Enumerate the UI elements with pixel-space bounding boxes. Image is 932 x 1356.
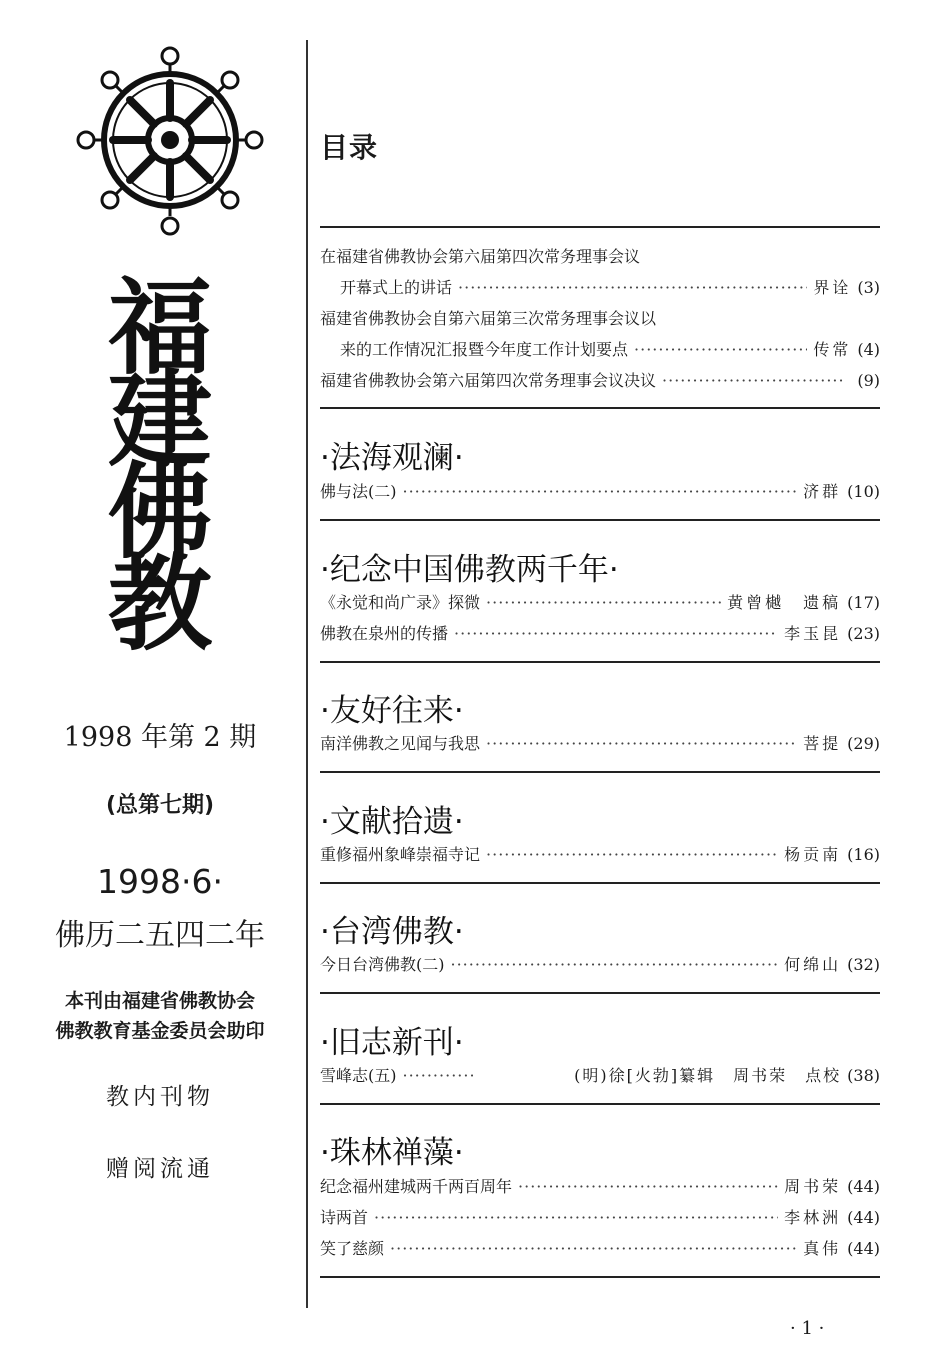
- toc-entry: [340, 339, 880, 361]
- rule: [320, 519, 880, 521]
- entry-page: (23): [847, 624, 880, 643]
- toc-entry: [320, 1207, 880, 1229]
- section-heading: ·珠林禅藻·: [320, 1135, 464, 1171]
- leader-dots: [662, 370, 845, 392]
- section-heading: ·纪念中国佛教两千年·: [320, 552, 619, 588]
- entry-title: 《永觉和尚广录》探微: [320, 593, 481, 612]
- leader-dots: [403, 1065, 473, 1087]
- buddhist-year: 佛历二五四二年: [55, 918, 265, 953]
- entry-page: (29): [847, 734, 880, 753]
- section-heading: ·友好往来·: [320, 693, 464, 729]
- sponsor-line-1: 本刊由福建省佛教协会: [64, 990, 255, 1012]
- entry-page: (3): [857, 278, 880, 297]
- title-char: 教: [107, 542, 212, 665]
- entry-title: 佛教在泉州的传播: [320, 624, 449, 643]
- rule: [320, 226, 880, 228]
- entry-author: 传常: [813, 340, 852, 359]
- entry-page: (4): [857, 340, 880, 359]
- entry-page: (44): [847, 1239, 880, 1258]
- toc-entry: [320, 1238, 880, 1260]
- toc-entry: [320, 1065, 880, 1087]
- issue-date: 1998·6·: [97, 862, 223, 901]
- dharma-wheel-icon: [70, 40, 270, 245]
- entry-title: 佛与法(二): [320, 482, 397, 501]
- leader-dots: [486, 592, 721, 614]
- rule: [320, 407, 880, 409]
- entry-title: 重修福州象峰崇福寺记: [320, 845, 481, 864]
- entry-title: 来的工作情况汇报暨今年度工作计划要点: [340, 340, 629, 359]
- rule: [320, 1276, 880, 1278]
- toc-entry: [320, 623, 880, 645]
- toc-entry: [320, 954, 880, 976]
- section-heading: ·法海观澜·: [320, 440, 464, 476]
- toc-entry: [320, 246, 880, 268]
- entry-page: (44): [847, 1208, 880, 1227]
- toc-entry: [320, 733, 880, 755]
- leader-dots: [458, 277, 807, 299]
- entry-page: (44): [847, 1177, 880, 1196]
- entry-author: 李玉昆: [784, 624, 842, 643]
- entry-page: (32): [847, 955, 880, 974]
- entry-title: 福建省佛教协会自第六届第三次常务理事会议以: [320, 309, 657, 328]
- toc-entry: [320, 308, 880, 330]
- entry-author: 何绵山: [784, 955, 842, 974]
- rule: [320, 882, 880, 884]
- section-heading: ·台湾佛教·: [320, 914, 464, 950]
- entry-page: (9): [857, 371, 880, 390]
- rule: [320, 1103, 880, 1105]
- toc-entry: [320, 592, 880, 614]
- leader-dots: [390, 1238, 797, 1260]
- entry-page: (16): [847, 845, 880, 864]
- leader-dots: [454, 623, 778, 645]
- rule: [320, 771, 880, 773]
- entry-title: 福建省佛教协会第六届第四次常务理事会议决议: [320, 371, 657, 390]
- entry-page: (38): [847, 1066, 880, 1085]
- page-number: · 1 ·: [790, 1318, 825, 1339]
- entry-author: 杨贡南: [784, 845, 842, 864]
- entry-title: 纪念福州建城两千两百周年: [320, 1177, 513, 1196]
- entry-title: 在福建省佛教协会第六届第四次常务理事会议: [320, 247, 641, 266]
- title-char: 佛: [107, 450, 212, 573]
- entry-author: 济群: [803, 482, 842, 501]
- entry-author: 菩提: [803, 734, 842, 753]
- entry-title: 诗两首: [320, 1208, 369, 1227]
- internal-publication-note: 教内刊物: [106, 1084, 214, 1110]
- entry-title: 雪峰志(五): [320, 1066, 397, 1085]
- entry-author: 界诠: [813, 278, 852, 297]
- entry-author: 周书荣: [784, 1177, 842, 1196]
- leader-dots: [486, 844, 778, 866]
- leader-dots: [451, 954, 779, 976]
- rule: [320, 661, 880, 663]
- section-heading: ·旧志新刊·: [320, 1025, 464, 1061]
- entry-author: 黄曾樾 遗稿: [727, 593, 842, 612]
- masthead-column: [0, 0, 305, 1356]
- entry-page: (10): [847, 482, 880, 501]
- column-divider: [306, 40, 308, 1308]
- title-char: 福: [107, 266, 212, 389]
- toc-entry: [320, 481, 880, 503]
- leader-dots: [634, 339, 807, 361]
- entry-author: 真伟: [803, 1239, 842, 1258]
- entry-page: (17): [847, 593, 880, 612]
- leader-dots: [518, 1176, 778, 1198]
- leader-dots: [486, 733, 797, 755]
- distribution-note: 赠阅流通: [106, 1156, 214, 1182]
- entry-author: 李林洲: [784, 1208, 842, 1227]
- toc-entry: [320, 1176, 880, 1198]
- entry-title: 南洋佛教之见闻与我思: [320, 734, 481, 753]
- toc-entry: [340, 277, 880, 299]
- leader-dots: [403, 481, 798, 503]
- total-issue-label: (总第七期): [105, 793, 215, 818]
- sponsor-line-2: 佛教教育基金委员会助印: [55, 1020, 265, 1042]
- rule: [320, 992, 880, 994]
- leader-dots: [374, 1207, 778, 1229]
- journal-title: [95, 266, 225, 665]
- entry-title: 今日台湾佛教(二): [320, 955, 445, 974]
- issue-label: 1998 年第 2 期: [63, 722, 257, 753]
- toc-entry: [320, 370, 880, 392]
- section-heading: ·文献拾遗·: [320, 804, 464, 840]
- entry-title: 开幕式上的讲话: [340, 278, 453, 297]
- entry-title: 笑了慈颜: [320, 1239, 385, 1258]
- toc-entry: [320, 844, 880, 866]
- entry-author: (明)徐[火勃]纂辑 周书荣 点校: [574, 1066, 842, 1085]
- toc-heading: 目录: [320, 131, 379, 164]
- title-char: 建: [107, 358, 212, 481]
